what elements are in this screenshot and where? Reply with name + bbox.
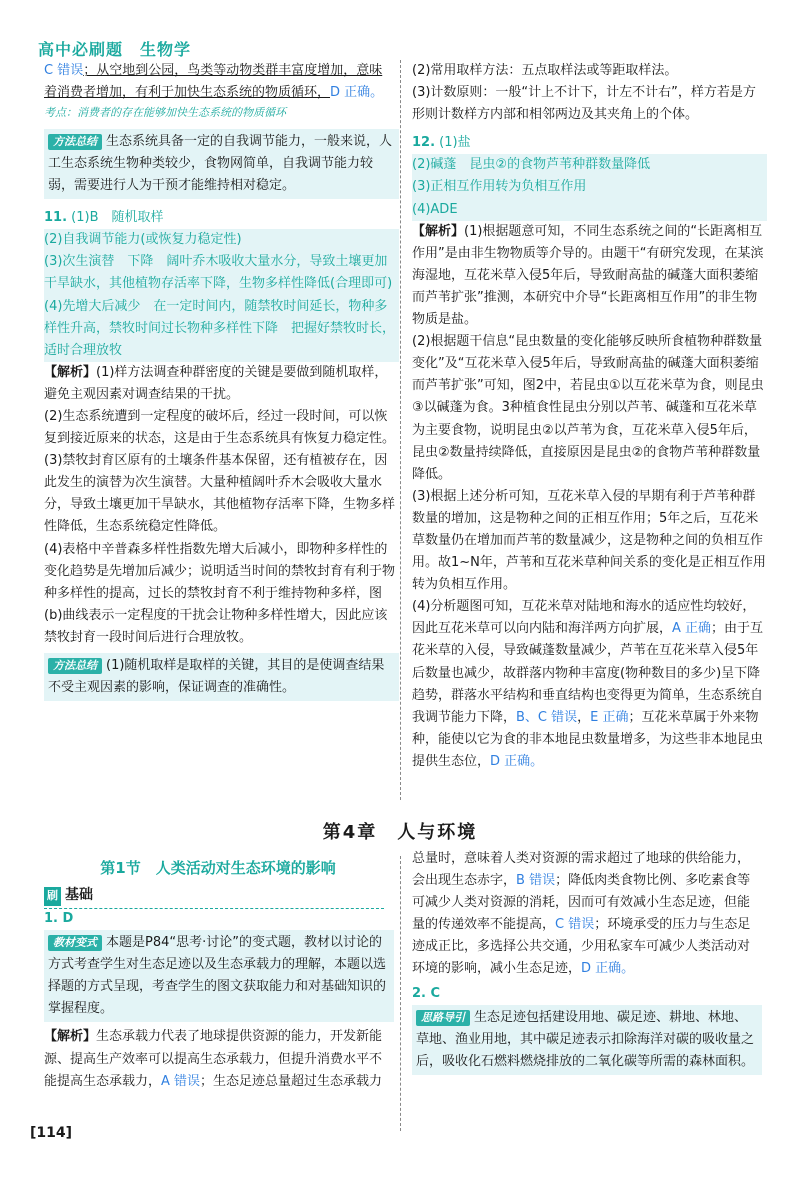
chapter-title: 第4章 人与环境: [322, 822, 478, 843]
thinking-guide-tag: 思路导引: [416, 1010, 470, 1026]
question-12: 12. (1)盐 (2)碱蓬 昆虫②的食物芦苇种群数量降低 (3)正相互作用转为负相互作用 (4)ADE 【解析】(1)根据题意可知，不同生态系统之间的“长距离相互作用”是由非生物物质等介导的。由题干“有研究发现，在某滨海湿地，互花米草入侵5年后，导致耐高盐的碱蓬大面积萎缩而芦苇扩张”推测，本研究中介导“长距离相互作用”的非生物物质是盐。 (2)根据题干信息“昆虫数量的变化能够反映所食植物种群数量变化”及“互花米草入侵5年后，导致耐高盐的碱蓬大面积萎缩而芦苇扩张”可知，图2中，若昆虫①以互花米草为食，则昆虫③以碱蓬为食。3种植食性昆虫分别以芦苇、碱蓬和互花米草为主要食物，说明昆虫②以芦苇为食，互花米草入侵5年后，昆虫②数量持续降低，直接原因是昆虫②的食物芦苇种群数量降低。 (3)根据上述分析可知，互花米草入侵的早期有利于芦苇种群数量的增加，这是物种之间的正相互作用；5年之后，互花米草数量仍在增加而芦苇的数量减少，这是物种之间的负相互作用。故1~N年，芦苇和互花米草种间关系的变化是正相互作用转为负相互作用。 (4)分析题图可知，互花米草对陆地和海水的适应性均较好，因此互花米草可以向内陆和海洋两方向扩展，A 正确；由于互花米草的入侵，导致碱蓬数量减少，芦苇在互花米草入侵5年后数量也减少，故群落内物种丰富度(物种数目的多少)呈下降趋势，群落水平结构和垂直结构也变得更为简单，生态系统自我调节能力下降，B、C 错误，E 正确；互花米草属于外来物种，能使以它为食的非本地昆虫数量增多，为这些非本地昆虫提供生态位，D 正确。: [412, 135, 766, 769]
question-11: 11. (1)B 随机取样 (2)自我调节能力(或恢复力稳定性) (3)次生演替 下降 阔叶乔木吸收大量水分，导致土壤更加干旱缺水，其他植物存活率下降，生物多样性降低(合理即可) (4)先增大后减少 在一定时间内，随禁牧时间延长，物种多样性升高，禁牧时间过长物种多样性下降 把握好禁牧时长，适时合理放牧 【解析】(1)样方法调查种群密度的关键是要做到随机取样，避免主观因素对调查结果的干扰。 (2)生态系统遭到一定程度的破坏后，经过一段时间，可以恢复到接近原来的状态，这是由于生态系统具有恢复力稳定性。 (3)禁牧封育区原有的土壤条件基本保留，还有植被存在，因此发生的演替为次生演替。大量种植阔叶乔木会吸收大量水分，导致土壤更加干旱缺水，其他植物存活率下降，生物多样性降低，生态系统稳定性降低。 (4)表格中辛普森多样性指数先增大后减小，即物种多样性的变化趋势是先增加后减少；说明适当时间的禁牧封育有利于物种多样性的提高，过长的禁牧封育不利于维持物种多样，图(b)曲线表示一定程度的干扰会让物种多样性增大，因此应该禁牧封育一段时间后进行合理放牧。 方法总结 (1)随机取样是取样的关键，其目的是使调查结果不受主观因素的影响，保证调查的准确性。: [44, 207, 399, 701]
kaodian-badge: 考点: [44, 106, 66, 120]
c-statement: C 错误；从空地到公园，鸟类等动物类群丰富度增加，意味 着消费者增加，有利于加快生态系统的物质循环，D 正确。: [44, 63, 384, 101]
shua-badge: 刷: [44, 887, 61, 906]
column-divider-lower: [400, 856, 401, 1131]
method-summary-1: 方法总结 生态系统具备一定的自我调节能力，一般来说，人工生态系统生物种类较少，食物网简单，自我调节能力较弱，需要进行人为干预才能维持相对稳定。: [44, 129, 399, 199]
method-summary-tag: 方法总结: [48, 134, 102, 150]
page-number: [114]: [30, 1125, 73, 1141]
column-divider: [400, 60, 401, 800]
left-column: [44, 60, 399, 701]
textbook-variant-tag: 教材变式: [48, 935, 102, 951]
jichu-heading: 刷 基础: [44, 884, 384, 909]
kaodian-note: 考点：消费者的存在能够加快生态系统的物质循环: [44, 106, 286, 120]
right-column: (2)常用取样方法：五点取样法或等距取样法。 (3)计数原则：一般“计上不计下，计左不计右”，样方若是方形则计数样方内部和相邻两边及其夹角上的个体。 12. (1)盐 (2)碱蓬 昆虫②的食物芦苇种群数量降低 (3)正相互作用转为负相互作用 (4)ADE 【解析】(1)根据题意可知，不同生态系统之间的“长距离相互作用”是由非生物物质等介导的。由题干“有研究发现，在某滨海湿地，互花米草入侵5年后，导致耐高盐的碱蓬大面积萎缩而芦苇扩张”推测，本研究中介导“长距离相互作用”的非生物物质是盐。 (2)根据题干信息“昆虫数量的变化能够反映所食植物种群数量变化”及“互花米草入侵5年后，导致耐高盐的碱蓬大面积萎缩而芦苇扩张”可知，图2中，若昆虫①以互花米草为食，则昆虫③以碱蓬为食。3种植食性昆虫分别以芦苇、碱蓬和互花米草为主要食物，说明昆虫②以芦苇为食，互花米草入侵5年后，昆虫②数量持续降低，直接原因是昆虫②的食物芦苇种群数量降低。 (3)根据上述分析可知，互花米草入侵的早期有利于芦苇种群数量的增加，这是物种之间的正相互作用；5年之后，互花米草数量仍在增加而芦苇的数量减少，这是物种之间的负相互作用。故1~N年，芦苇和互花米草种间关系的变化是正相互作用转为负相互作用。 (4)分析题图可知，互花米草对陆地和海水的适应性均较好，因此互花米草可以向内陆和海洋两方向扩展，A 正确；由于互花米草的入侵，导致碱蓬数量减少，芦苇在互花米草入侵5年后数量也减少，故群落内物种丰富度(物种数目的多少)呈下降趋势，群落水平结构和垂直结构也变得更为简单，生态系统自我调节能力下降，B、C 错误，E 正确；互花米草属于外来物种，能使以它为食的非本地昆虫数量增多，为这些非本地昆虫提供生态位，D 正确。: [412, 60, 767, 773]
method-summary-2: 方法总结 (1)随机取样是取样的关键，其目的是使调查结果不受主观因素的影响，保证调查的准确性。: [44, 653, 399, 701]
question-1-continued: 总量时，意味着人类对资源的需求超过了地球的供给能力，会出现生态赤字，B 错误；降低肉类食物比例、多吃素食等可减少人类对资源的消耗，因而可有效减小生态足迹，但能量的传递效率不能提高，C 错误；环境承受的压力与生态足迹成正比，多选择公共交通，少用私家车可减少人类活动对环境的影响，减小生态足迹，D 正确。 2. C 思路导引 生态足迹包括建设用地、碳足迹、耕地、林地、草地、渔业用地，其中碳足迹表示扣除海洋对碳的吸收量之后，吸收化石燃料燃烧排放的二氧化碳等所需的森林面积。: [412, 848, 762, 1075]
question-2: 2. C: [412, 985, 441, 1001]
question-1: 1. D 教材变式 本题是P84“思考·讨论”的变式题，教材以讨论的方式考查学生对生态足迹以及生态承载力的理解，本题以选择题的方式呈现，考查学生的图文获取能力和对基础知识的掌握程度。 【解析】生态承载力代表了地球提供资源的能力，开发新能源、提高生产效率可以提高生态承载力，但提升消费水平不能提高生态承载力，A 错误；生态足迹总量超过生态承载力: [44, 908, 394, 1093]
section-title: 第1节 人类活动对生态环境的影响: [100, 859, 336, 877]
page-header-title: 高中必刷题 生物学: [38, 40, 192, 59]
analysis-11-1: 【解析】(1)样方法调查种群密度的关键是要做到随机取样，避免主观因素对调查结果的干扰。: [44, 364, 388, 402]
